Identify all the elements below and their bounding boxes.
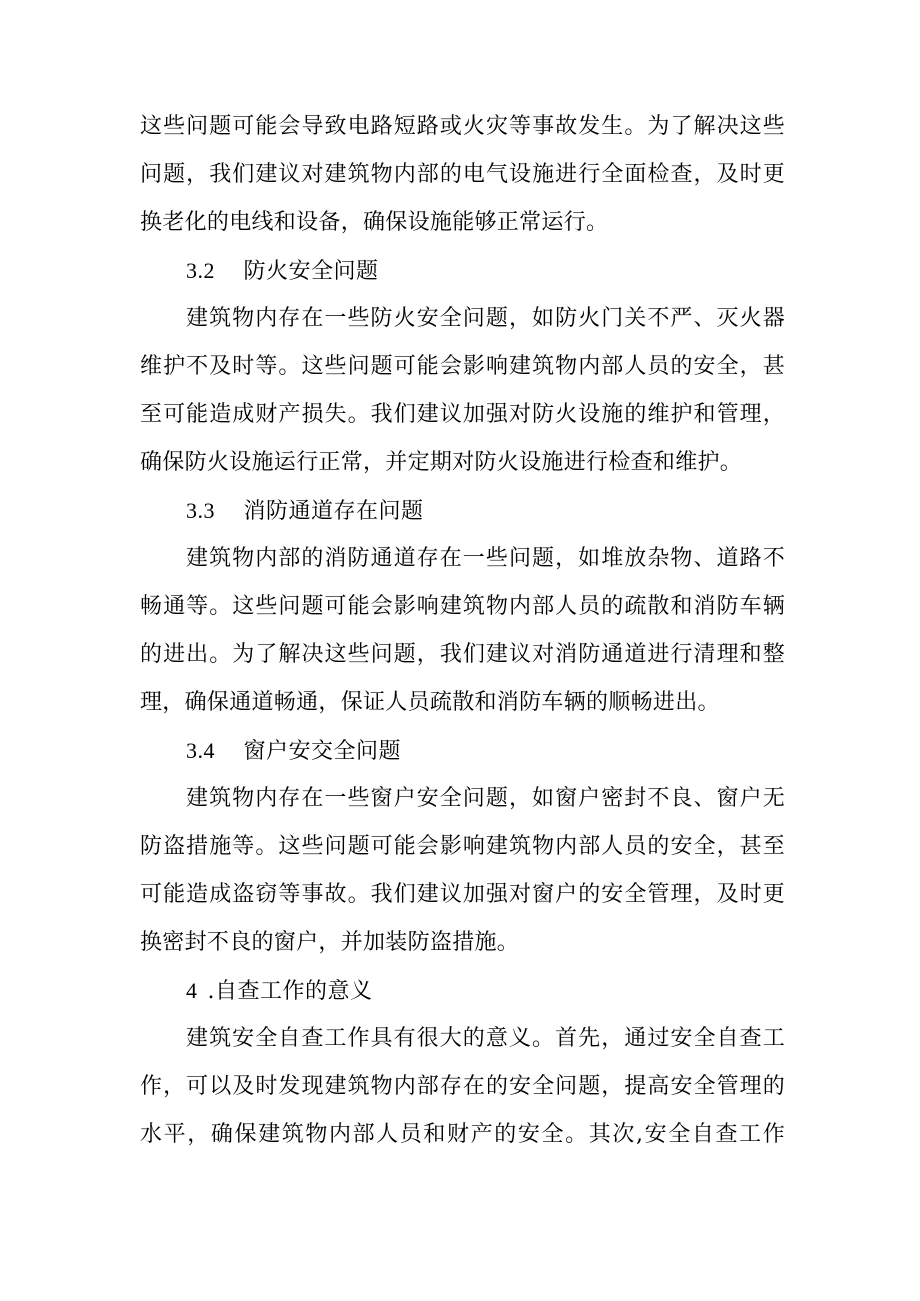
- paragraph-self-inspection-significance: [140, 1015, 785, 1159]
- paragraph-line: 问题，我们建议对建筑物内部的电气设施进行全面检查，及时更: [140, 162, 785, 187]
- paragraph-line: 换老化的电线和设备，确保设施能够正常运行。: [140, 210, 609, 235]
- paragraph-line: 理，确保通道畅通，保证人员疏散和消防车辆的顺畅进出。: [140, 690, 720, 715]
- paragraph-line: 维护不及时等。这些问题可能会影响建筑物内部人员的安全，甚: [140, 354, 785, 379]
- paragraph-window-safety: [140, 775, 785, 967]
- paragraph-line: 确保防火设施运行正常，并定期对防火设施进行检查和维护。: [140, 450, 743, 475]
- paragraph-line: 防盗措施等。这些问题可能会影响建筑物内部人员的安全，甚至: [140, 834, 785, 859]
- paragraph-line: 这些问题可能会导致电路短路或火灾等事故发生。为了解决这些: [140, 114, 785, 139]
- paragraph-electrical-continued: [140, 103, 785, 247]
- paragraph-line: 建筑物内存在一些窗户安全问题，如窗户密封不良、窗户无: [186, 786, 785, 811]
- section-title: 防火安全问题: [243, 259, 379, 284]
- paragraph-line: 畅通等。这些问题可能会影响建筑物内部人员的疏散和消防车辆: [140, 594, 785, 619]
- paragraph-line: 水平，确保建筑物内部人员和财产的安全。其次,安全自查工作: [140, 1122, 785, 1147]
- document-body: [140, 103, 785, 1159]
- section-title: .自查工作的意义: [207, 979, 373, 1004]
- section-heading-3-3: [140, 487, 785, 535]
- section-number: 4: [186, 978, 198, 1003]
- paragraph-fire-lanes: [140, 535, 785, 727]
- paragraph-line: 建筑物内部的消防通道存在一些问题，如堆放杂物、道路不: [186, 546, 785, 571]
- section-title: 窗户安交全问题: [243, 739, 402, 764]
- paragraph-line: 作，可以及时发现建筑物内部存在的安全问题，提高安全管理的: [140, 1074, 785, 1099]
- section-title: 消防通道存在问题: [243, 499, 424, 524]
- paragraph-line: 可能造成盗窃等事故。我们建议加强对窗户的安全管理，及时更: [140, 882, 785, 907]
- section-heading-3-4: [140, 727, 785, 775]
- paragraph-fire-safety: [140, 295, 785, 487]
- section-heading-4: [140, 967, 785, 1015]
- section-number: 3.3: [186, 498, 215, 523]
- paragraph-line: 至可能造成财产损失。我们建议加强对防火设施的维护和管理，: [140, 402, 785, 427]
- paragraph-line: 的进出。为了解决这些问题，我们建议对消防通道进行清理和整: [140, 642, 785, 667]
- section-number: 3.2: [186, 258, 215, 283]
- section-number: 3.4: [186, 738, 215, 763]
- paragraph-line: 建筑安全自查工作具有很大的意义。首先，通过安全自查工: [186, 1026, 785, 1051]
- section-heading-3-2: [140, 247, 785, 295]
- paragraph-line: 换密封不良的窗户，并加装防盗措施。: [140, 930, 520, 955]
- paragraph-line: 建筑物内存在一些防火安全问题，如防火门关不严、灭火器: [186, 306, 785, 331]
